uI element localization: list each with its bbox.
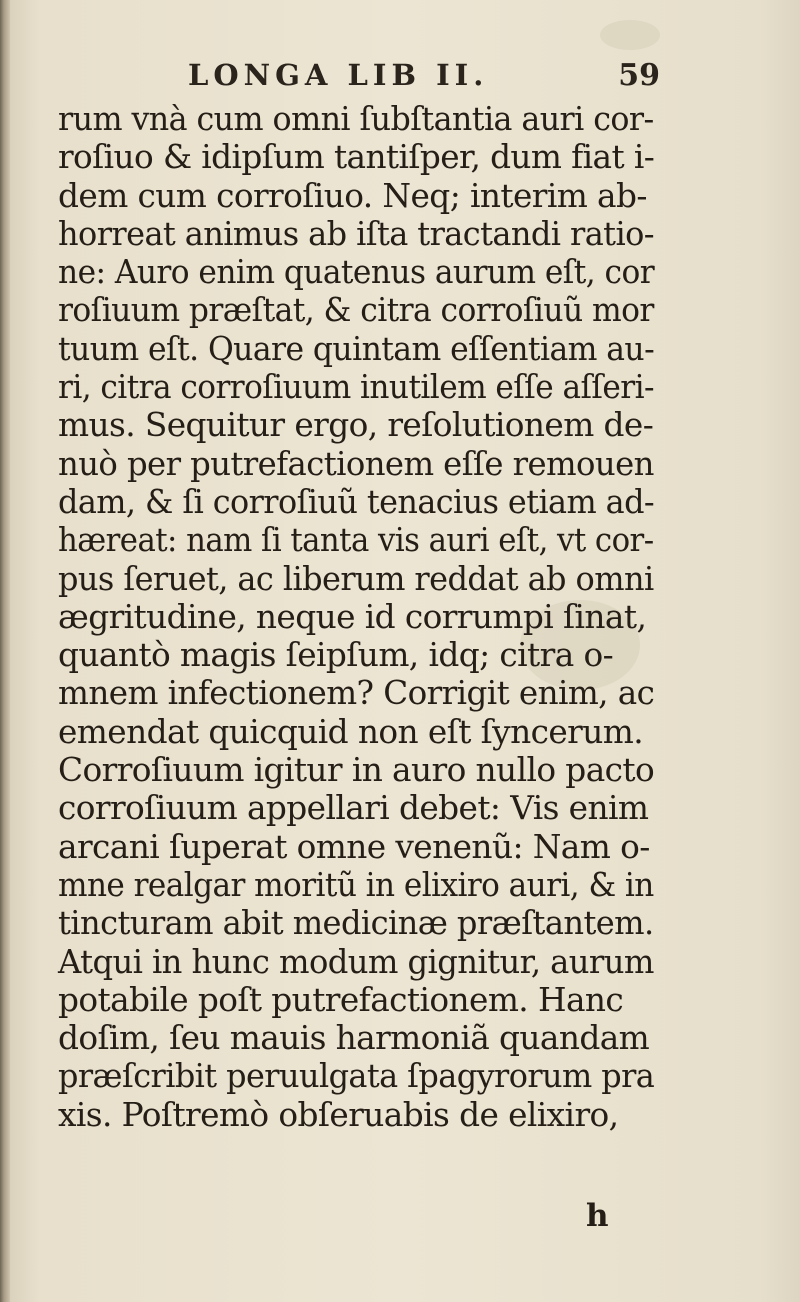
- text-line: præſcribit peruulgata ſpagyrorum pra: [58, 1056, 655, 1096]
- paper-stain: [600, 20, 660, 50]
- text-line: quantò magis ſeipſum, idq; citra o-: [58, 635, 614, 675]
- text-line: tincturam abit medicinæ præſtantem.: [58, 903, 654, 943]
- text-line: doſim, ſeu mauis harmoniã quandam: [58, 1018, 650, 1058]
- text-line: ne: Auro enim quatenus aurum eſt, cor: [58, 252, 655, 292]
- page-number: 59: [618, 58, 660, 93]
- text-line: Atqui in hunc modum gignitur, aurum: [58, 941, 654, 981]
- page-gutter: [0, 0, 10, 1302]
- text-line: roſiuo & idipſum tantiſper, dum fiat i-: [58, 137, 655, 177]
- text-line: dem cum corroſiuo. Neq; interim ab-: [58, 175, 647, 215]
- text-line: mne realgar moritũ in elixiro auri, & in: [58, 864, 654, 904]
- body-text: [58, 100, 658, 1134]
- text-line: rum vnà cum omni ſubſtantia auri cor-: [58, 99, 654, 138]
- text-line: nuò per putrefactionem eſſe remouen: [58, 443, 654, 483]
- text-line: potabile poſt putrefactionem. Hanc: [58, 979, 624, 1019]
- text-line: emendat quicquid non eſt ſyncerum.: [58, 711, 644, 751]
- text-line: ri, citra corroſiuum inutilem eſſe aſſeri-: [58, 367, 654, 407]
- running-head: [140, 58, 660, 98]
- text-line: ægritudine, neque id corrumpi ſinat,: [58, 596, 647, 636]
- text-line: tuum eſt. Quare quintam eſſentiam au-: [58, 328, 655, 368]
- text-line: Corroſiuum igitur in auro nullo pacto: [58, 750, 655, 790]
- text-line: xis. Poſtremò obſeruabis de elixiro,: [58, 1094, 619, 1134]
- text-line: hæreat: nam ſi tanta vis auri eſt, vt cor-: [58, 520, 654, 560]
- signature-mark: h: [586, 1198, 609, 1234]
- text-line: arcani ſuperat omne venenũ: Nam o-: [58, 826, 650, 866]
- text-line: corroſiuum appellari debet: Vis enim: [58, 788, 649, 828]
- text-line: roſiuum præſtat, & citra corroſiuũ mor: [58, 290, 654, 330]
- text-line: pus ſeruet, ac liberum reddat ab omni: [58, 558, 654, 598]
- text-line: mus. Sequitur ergo, reſolutionem de-: [58, 405, 654, 445]
- running-title: LONGA LIB II.: [188, 58, 489, 92]
- text-line: horreat animus ab iſta tractandi ratio-: [58, 213, 654, 253]
- text-line: dam, & ſi corroſiuũ tenacius etiam ad-: [58, 481, 655, 521]
- text-line: mnem infectionem? Corrigit enim, ac: [58, 673, 655, 713]
